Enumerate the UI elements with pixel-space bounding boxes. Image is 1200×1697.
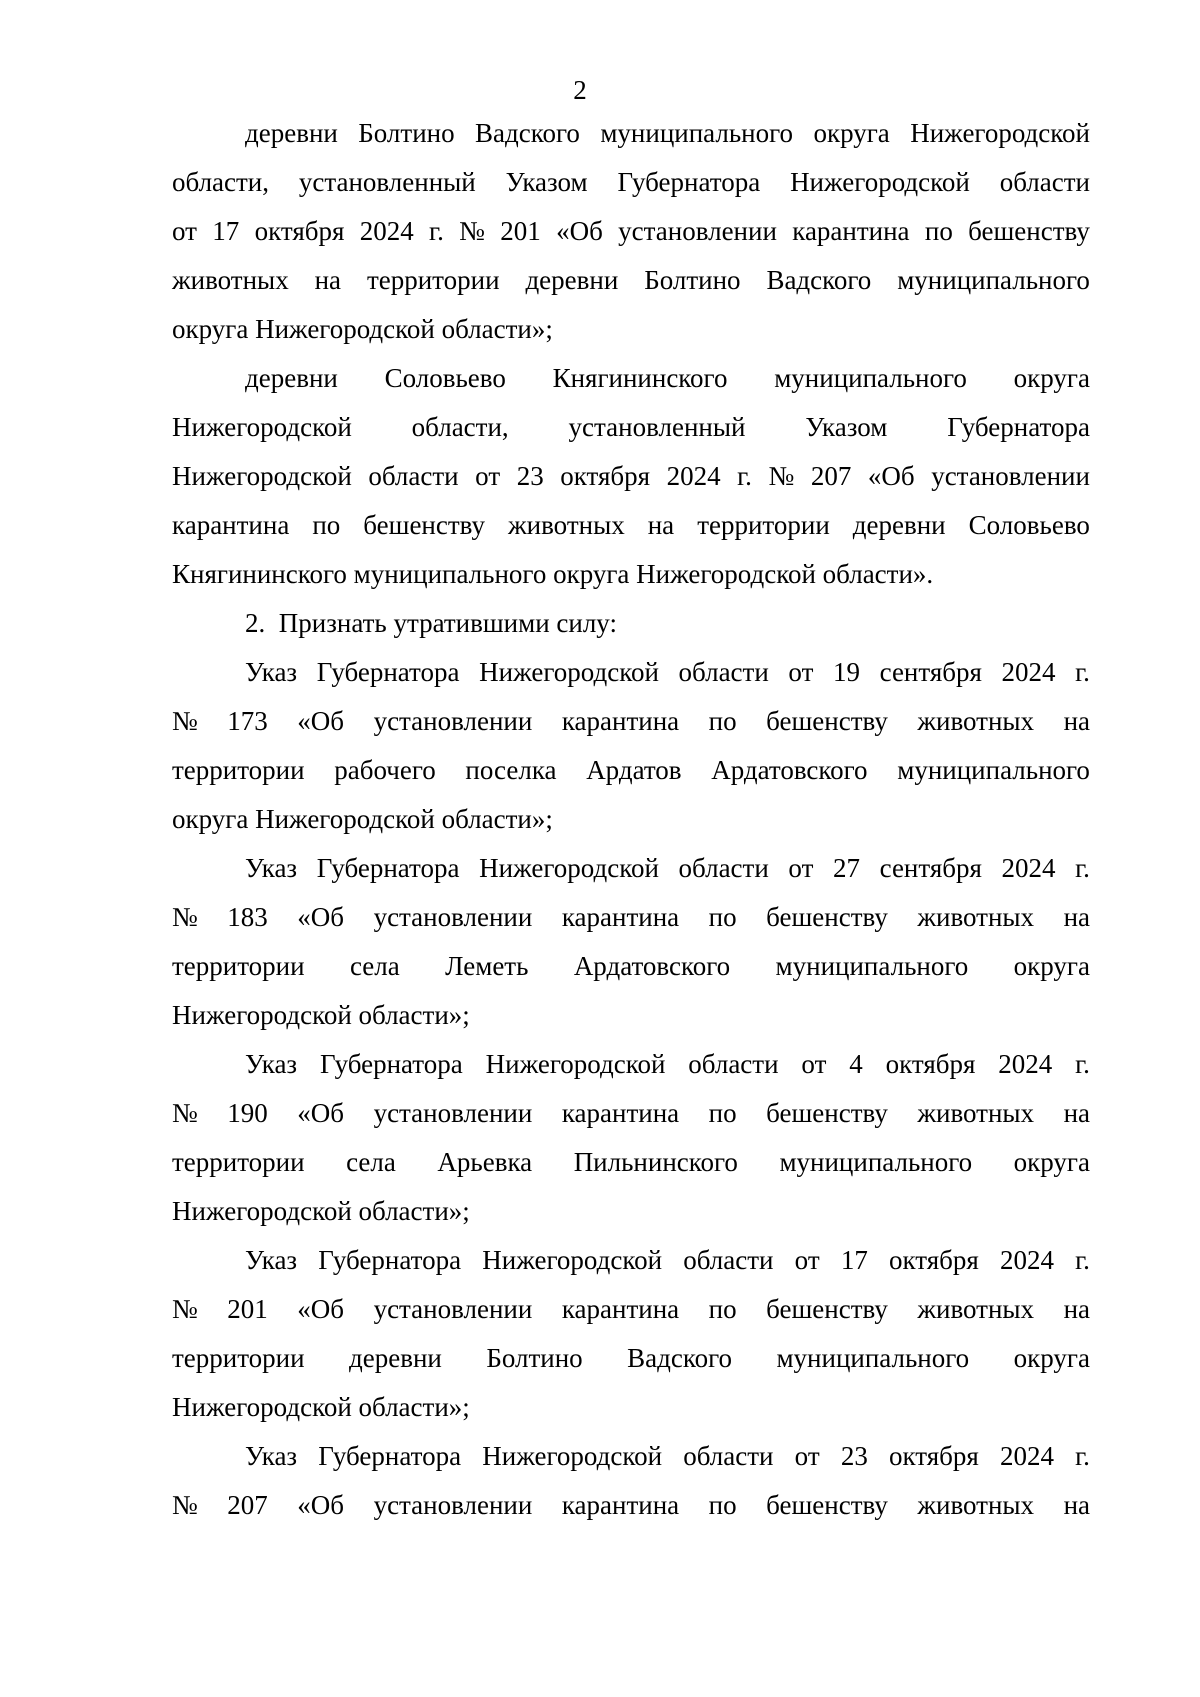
- word: г.: [1075, 1441, 1090, 1471]
- word: установлении: [618, 216, 777, 246]
- word: бешенству: [766, 1490, 888, 1520]
- text-line: [172, 650, 1090, 699]
- word: октября: [254, 216, 345, 246]
- text-line: [172, 748, 1090, 797]
- word: Указом: [805, 412, 888, 442]
- word: №: [172, 902, 198, 932]
- word: №: [172, 1490, 198, 1520]
- word: области: [683, 1441, 774, 1471]
- word: области: [683, 1245, 774, 1275]
- word: бешенству: [766, 706, 888, 736]
- word: октября: [885, 1049, 976, 1079]
- word: муниципального: [897, 265, 1090, 295]
- word: октября: [889, 1441, 979, 1471]
- word: животных: [917, 1490, 1035, 1520]
- word: Вадского: [475, 118, 580, 148]
- word: Ардатов: [586, 755, 682, 785]
- word: Губернатора: [947, 412, 1090, 442]
- word: животных: [917, 1294, 1035, 1324]
- word: Указ: [245, 1441, 298, 1471]
- text-line: [172, 1042, 1090, 1091]
- word: 17: [212, 216, 240, 246]
- word: карантина: [172, 510, 290, 540]
- word: Губернатора: [316, 853, 460, 883]
- word: животных: [917, 1098, 1035, 1128]
- word: карантина: [561, 1294, 680, 1324]
- text-line: [172, 1238, 1090, 1287]
- text-line: [172, 846, 1090, 895]
- word: г.: [1075, 1049, 1090, 1079]
- word: Губернатора: [316, 657, 460, 687]
- word: по: [312, 510, 341, 540]
- word: Нижегородской: [479, 657, 659, 687]
- word: области: [678, 657, 769, 687]
- text-line: [172, 1140, 1090, 1189]
- word: 207: [227, 1490, 268, 1520]
- word: села: [349, 951, 400, 981]
- word: карантина: [792, 216, 910, 246]
- text-line: округа Нижегородской области»;: [172, 314, 553, 344]
- word: муниципального: [600, 118, 794, 148]
- word: Указ: [245, 1245, 298, 1275]
- word: Нижегородской: [485, 1049, 666, 1079]
- word: животных: [917, 902, 1035, 932]
- word: установленный: [298, 167, 476, 197]
- word: Указ: [245, 853, 298, 883]
- word: от: [788, 853, 814, 883]
- word: области: [688, 1049, 779, 1079]
- word: №: [768, 461, 795, 491]
- word: 17: [840, 1245, 868, 1275]
- word: Арьевка: [437, 1147, 533, 1177]
- word: деревни: [245, 363, 338, 393]
- word: бешенству: [766, 902, 888, 932]
- text-line: [172, 258, 1090, 307]
- word: от: [475, 461, 501, 491]
- word: Нижегородской: [790, 167, 970, 197]
- word: №: [172, 1294, 198, 1324]
- word: Ардатовского: [711, 755, 868, 785]
- word: установленный: [568, 412, 746, 442]
- text-line: [172, 503, 1090, 552]
- word: на: [1063, 706, 1090, 736]
- word: Губернатора: [319, 1049, 463, 1079]
- word: г.: [1075, 853, 1090, 883]
- word: №: [459, 216, 485, 246]
- word: 207: [810, 461, 852, 491]
- word: «Об: [297, 1490, 345, 1520]
- word: 23: [516, 461, 544, 491]
- word: территории: [172, 755, 305, 785]
- word: Ардатовского: [573, 951, 731, 981]
- word: муниципального: [897, 755, 1090, 785]
- word: установлении: [373, 1294, 533, 1324]
- word: от: [794, 1245, 820, 1275]
- text-line: [172, 405, 1090, 454]
- word: животных: [917, 706, 1035, 736]
- word: от: [172, 216, 197, 246]
- text-line: [172, 454, 1090, 503]
- word: Указом: [505, 167, 588, 197]
- word: от: [794, 1441, 820, 1471]
- text-line: [172, 699, 1090, 748]
- text-line: Нижегородской области»;: [172, 1392, 470, 1422]
- text-line: Нижегородской области»;: [172, 1196, 470, 1226]
- word: животных: [172, 265, 289, 295]
- word: по: [708, 1294, 737, 1324]
- word: бешенству: [766, 1098, 888, 1128]
- word: Губернатора: [318, 1245, 462, 1275]
- word: области,: [172, 167, 270, 197]
- word: 2024: [1001, 853, 1056, 883]
- word: поселка: [465, 755, 557, 785]
- text-line: [172, 895, 1090, 944]
- text-line: [172, 160, 1090, 209]
- word: муниципального: [779, 1147, 973, 1177]
- word: «Об: [297, 1294, 345, 1324]
- word: округа: [1013, 363, 1090, 393]
- word: территории: [697, 510, 830, 540]
- word: Вадского: [766, 265, 872, 295]
- word: от: [788, 657, 814, 687]
- word: г.: [1075, 657, 1090, 687]
- word: 173: [227, 706, 268, 736]
- word: рабочего: [334, 755, 436, 785]
- word: 4: [849, 1049, 863, 1079]
- word: округа: [1013, 1343, 1090, 1373]
- text-line: [172, 356, 1090, 405]
- word: территории: [172, 1147, 305, 1177]
- word: Нижегородской: [172, 461, 352, 491]
- word: Княгининского: [552, 363, 728, 393]
- word: деревни: [245, 118, 338, 148]
- word: на: [1063, 1294, 1090, 1324]
- word: 2024: [666, 461, 721, 491]
- word: 2024: [1001, 657, 1056, 687]
- word: «Об: [556, 216, 603, 246]
- word: 183: [227, 902, 268, 932]
- text-line: [172, 1336, 1090, 1385]
- text-line: Княгининского муниципального округа Нижегородской области».: [172, 559, 934, 589]
- word: территории: [172, 1343, 305, 1373]
- word: 201: [500, 216, 541, 246]
- word: Нижегородской: [479, 853, 659, 883]
- word: 190: [227, 1098, 268, 1128]
- word: области: [678, 853, 769, 883]
- page-number: 2: [573, 75, 587, 105]
- text-line: [172, 209, 1090, 258]
- word: территории: [366, 265, 500, 295]
- word: Леметь: [445, 951, 529, 981]
- word: карантина: [561, 902, 680, 932]
- word: 201: [227, 1294, 268, 1324]
- text-line: 2. Признать утратившими силу:: [245, 608, 617, 638]
- word: муниципального: [774, 363, 967, 393]
- word: Нижегородской: [482, 1245, 663, 1275]
- word: на: [647, 510, 675, 540]
- word: Вадского: [627, 1343, 732, 1373]
- word: на: [1063, 1098, 1090, 1128]
- word: 19: [833, 657, 860, 687]
- word: Болтино: [644, 265, 741, 295]
- document-body: [172, 111, 1090, 1532]
- word: карантина: [561, 1098, 680, 1128]
- text-line: [172, 1434, 1090, 1483]
- word: по: [708, 706, 737, 736]
- word: октября: [889, 1245, 979, 1275]
- word: сентября: [879, 657, 982, 687]
- word: «Об: [297, 706, 345, 736]
- word: г.: [429, 216, 444, 246]
- text-line: [172, 1483, 1090, 1532]
- text-line: [172, 1091, 1090, 1140]
- word: села: [346, 1147, 396, 1177]
- word: установлении: [373, 902, 533, 932]
- word: Губернатора: [617, 167, 761, 197]
- text-line: Нижегородской области»;: [172, 1000, 470, 1030]
- word: деревни: [852, 510, 946, 540]
- word: 23: [840, 1441, 868, 1471]
- word: карантина: [561, 1490, 680, 1520]
- word: территории: [172, 951, 305, 981]
- word: области,: [411, 412, 509, 442]
- word: на: [1063, 1490, 1090, 1520]
- word: деревни: [349, 1343, 442, 1373]
- word: на: [1063, 902, 1090, 932]
- word: округа: [813, 118, 890, 148]
- word: бешенству: [968, 216, 1090, 246]
- word: «Об: [297, 902, 345, 932]
- word: установлении: [373, 706, 533, 736]
- word: Указ: [245, 1049, 298, 1079]
- word: области: [999, 167, 1090, 197]
- word: «Об: [297, 1098, 345, 1128]
- word: №: [172, 706, 198, 736]
- word: г.: [1075, 1245, 1090, 1275]
- word: муниципального: [775, 951, 969, 981]
- word: 2024: [998, 1049, 1053, 1079]
- word: Нижегородской: [172, 412, 352, 442]
- word: по: [708, 902, 737, 932]
- word: октября: [560, 461, 651, 491]
- word: по: [708, 1098, 737, 1128]
- word: г.: [737, 461, 752, 491]
- word: округа: [1013, 951, 1090, 981]
- word: муниципального: [776, 1343, 970, 1373]
- word: Указ: [245, 657, 298, 687]
- word: бешенству: [766, 1294, 888, 1324]
- word: Нижегородской: [482, 1441, 663, 1471]
- text-line: округа Нижегородской области»;: [172, 804, 553, 834]
- word: бешенству: [363, 510, 485, 540]
- word: Болтино: [358, 118, 455, 148]
- word: «Об: [867, 461, 915, 491]
- word: 2024: [999, 1245, 1054, 1275]
- word: №: [172, 1098, 198, 1128]
- word: по: [924, 216, 953, 246]
- word: округа: [1013, 1147, 1090, 1177]
- word: Соловьево: [384, 363, 506, 393]
- word: на: [314, 265, 342, 295]
- word: Нижегородской: [910, 118, 1090, 148]
- word: 27: [833, 853, 860, 883]
- text-line: [172, 111, 1090, 160]
- word: области: [368, 461, 459, 491]
- word: по: [708, 1490, 737, 1520]
- word: установлении: [931, 461, 1090, 491]
- word: Болтино: [486, 1343, 583, 1373]
- word: установлении: [373, 1490, 533, 1520]
- word: 2024: [999, 1441, 1054, 1471]
- word: сентября: [879, 853, 982, 883]
- word: Губернатора: [318, 1441, 462, 1471]
- word: 2024: [359, 216, 414, 246]
- word: установлении: [373, 1098, 533, 1128]
- text-line: [172, 944, 1090, 993]
- word: Пильнинского: [573, 1147, 738, 1177]
- word: от: [801, 1049, 827, 1079]
- word: Соловьево: [968, 510, 1090, 540]
- word: животных: [508, 510, 625, 540]
- word: деревни: [525, 265, 619, 295]
- text-line: [172, 1287, 1090, 1336]
- word: карантина: [561, 706, 680, 736]
